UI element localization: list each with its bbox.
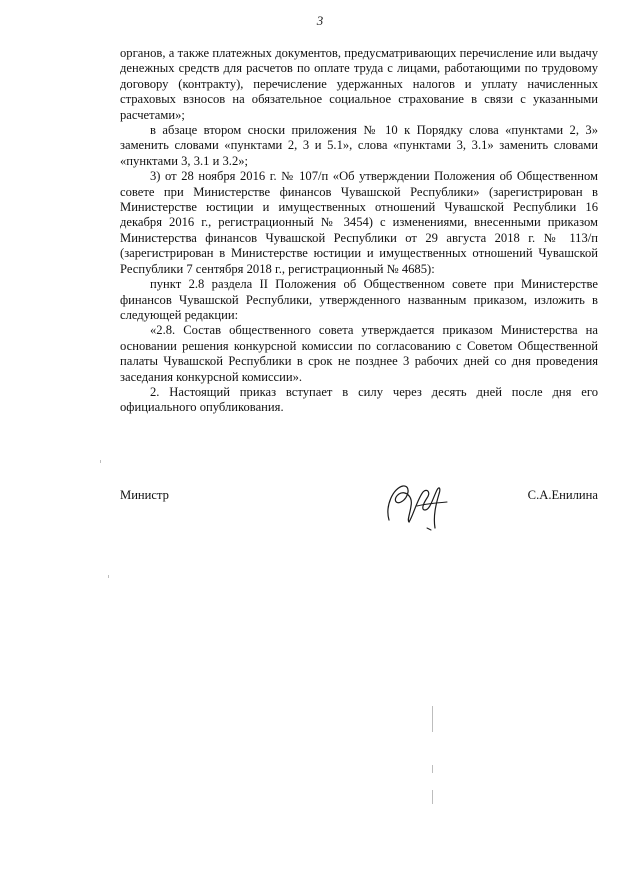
signature-block xyxy=(120,476,598,536)
handwritten-signature xyxy=(383,476,453,534)
paragraph-entry-into-force: 2. Настоящий приказ вступает в силу через десять дней после дня его официального опубликования. xyxy=(120,384,598,415)
scan-artifact xyxy=(432,765,433,773)
scan-artifact xyxy=(108,575,109,578)
document-body xyxy=(120,46,598,416)
scan-artifact xyxy=(100,460,101,463)
paragraph-new-wording: «2.8. Состав общественного совета утверждается приказом Министерства на основании решения конкурсной комиссии по согласованию с Советом Общественной палаты Чувашской Республики в срок не позднее 3 рабочих дней со дня проведения заседания конкурсной комиссии». xyxy=(120,323,598,384)
paragraph-continuation: органов, а также платежных документов, предусматривающих перечисление или выдачу денежных средств для расчетов по оплате труда с лицами, работающими по трудовому договору (контракту), перечисление удержанных налогов и уплату начисленных страховых взносов на обязательное социальное страхование в связи с указанными расчетами»; xyxy=(120,46,598,122)
scan-artifact xyxy=(432,790,433,804)
paragraph-item-2-8: пункт 2.8 раздела II Положения об Общественном совете при Министерстве финансов Чувашской Республики, утвержденного названным приказом, изложить в следующей редакции: xyxy=(120,277,598,322)
paragraph-order-107: 3) от 28 ноября 2016 г. № 107/п «Об утверждении Положения об Общественном совете при Министерстве финансов Чувашской Республики» (зарегистрирован в Министерстве юстиции и имущественных отношений Чувашской Республики 16 декабря 2016 г., регистрационный № 3454) с изменениями, внесенными приказом Министерства финансов Чувашской Республики от 29 августа 2018 г. № 113/п (зарегистрирован в Министерстве юстиции и имущественных отношений Чувашской Республики 7 сентября 2018 г., регистрационный № 4685): xyxy=(120,169,598,276)
paragraph-footnote-amendment: в абзаце втором сноски приложения № 10 к Порядку слова «пунктами 2, 3» заменить словами «пунктами 2, 3 и 5.1», слова «пунктами 3, 3.1» заменить словами «пунктами 3, 3.1 и 3.2»; xyxy=(120,123,598,168)
page-number: 3 xyxy=(316,13,324,28)
signer-name: С.А.Енилина xyxy=(527,488,598,502)
scan-artifact xyxy=(432,706,433,732)
signer-position: Министр xyxy=(120,488,169,502)
